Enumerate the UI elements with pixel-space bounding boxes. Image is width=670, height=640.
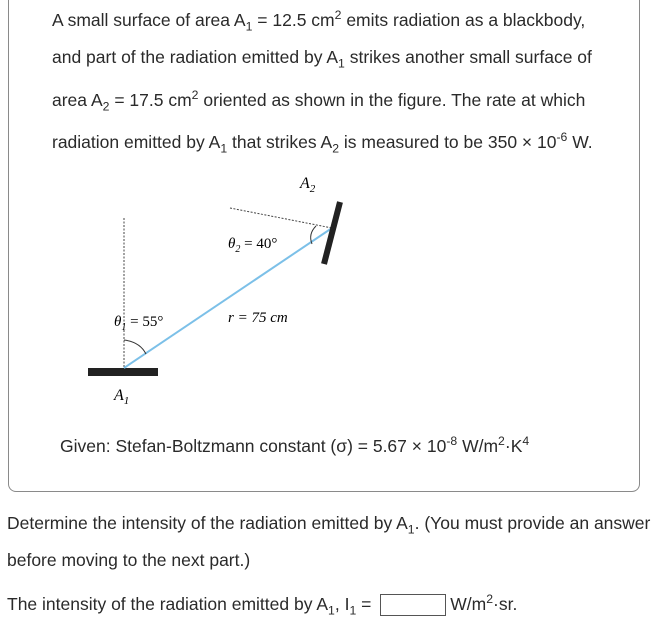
- a2-normal-line: [230, 208, 332, 228]
- problem-statement: [52, 0, 612, 164]
- question-prompt: Determine the intensity of the radiation emitted by $A_1$. (You must provide an answer before moving to the next part.): [7, 513, 651, 570]
- a2-label: $A_2$: [300, 175, 316, 195]
- problem-text: A small surface of area $A_1 = 12.5$ $cm^2$ emits radiation as a blackbody, and part of the radiation emitted by $A_1$ strikes another small surface of area $A_2 = 17.5$ $cm^2$ oriented as shown in the figure. The rate at which radiation emitted by $A_1$ that strikes $A_2$ is measured to be $350 \times 10^{-6}$ W.: [52, 8, 593, 156]
- geometry-figure: [60, 160, 390, 430]
- given-constant: Given: Stefan-Boltzmann constant $(\sigma) = 5.67 \times 10^{-8}$ $W/m^2\cdot K^4$: [60, 434, 530, 456]
- theta1-label: $\theta_1 = 55^\circ$: [114, 314, 164, 333]
- answer-label: The intensity of the radiation emitted by $A_1$, $I_1$ =: [7, 593, 377, 618]
- a1-label: $A_1$: [114, 387, 130, 407]
- intensity-answer-input[interactable]: [380, 594, 446, 616]
- a2-surface: [324, 202, 340, 264]
- r-label: r = 75 cm: [228, 310, 288, 326]
- answer-row: [7, 592, 517, 617]
- answer-unit: $W/m^2\cdot sr$.: [450, 592, 518, 614]
- a1-surface: [88, 368, 158, 376]
- theta1-arc: [124, 340, 146, 354]
- theta2-label: $\theta_2 = 40^\circ$: [228, 236, 278, 255]
